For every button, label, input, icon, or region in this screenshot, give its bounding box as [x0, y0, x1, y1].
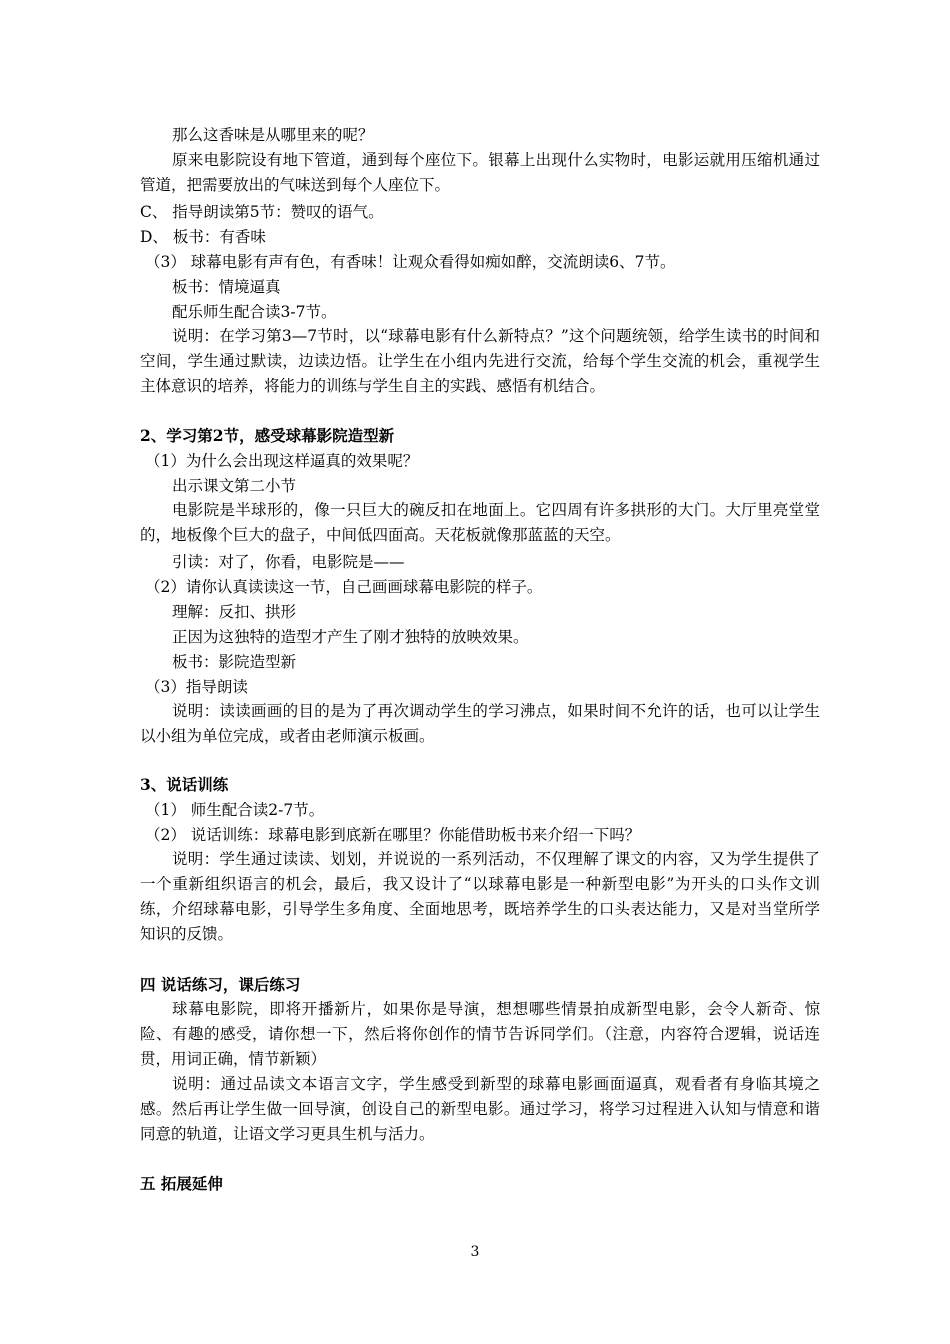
section-heading: 3、说话训练 — [140, 775, 229, 794]
section-heading: 五 拓展延伸 — [140, 1174, 223, 1193]
paragraph: 引读：对了，你看，电影院是—— — [172, 553, 405, 571]
paragraph: C、 指导朗读第5节：赞叹的语气。 — [140, 203, 384, 221]
explanation-paragraph: 说明：读读画画的目的是为了再次调动学生的学习沸点，如果时间不允许的话，也可以让学生以小组为单位完成，或者由老师演示板画。 — [140, 702, 820, 745]
paragraph: 出示课文第二小节 — [172, 477, 297, 495]
paragraph: 板书：影院造型新 — [172, 653, 297, 671]
paragraph: （3）指导朗读 — [145, 678, 248, 696]
paragraph: 正因为这独特的造型才产生了刚才独特的放映效果。 — [172, 628, 529, 646]
explanation-paragraph: 说明：通过品读文本语言文字，学生感受到新型的球幕电影画面逼真，观看者有身临其境之感。然后再让学生做一回导演，创设自己的新型电影。通过学习，将学习过程进入认知与情意和谐同意的轨道，让语文学习更具生机与活力。 — [140, 1075, 820, 1143]
page-number: 3 — [470, 1244, 480, 1260]
paragraph: 那么这香味是从哪里来的呢？ — [172, 126, 374, 144]
paragraph: 配乐师生配合读3-7节。 — [172, 303, 337, 321]
paragraph: （2）请你认真读读这一节，自己画画球幕电影院的样子。 — [145, 578, 543, 596]
paragraph: 球幕电影院，即将开播新片，如果你是导演，想想哪些情景拍成新型电影，会令人新奇、惊险、有趣的感受，请你想一下，然后将你创作的情节告诉同学们。（注意，内容符合逻辑，说话连贯，用词正确，情节新颖） — [140, 1000, 820, 1068]
section-heading: 四 说话练习，课后练习 — [140, 975, 301, 994]
quoted-text-paragraph: 电影院是半球形的，像一只巨大的碗反扣在地面上。它四周有许多拱形的大门。大厅里亮堂堂的，地板像个巨大的盘子，中间低四面高。天花板就像那蓝蓝的天空。 — [140, 501, 820, 544]
paragraph: 原来电影院设有地下管道，通到每个座位下。银幕上出现什么实物时，电影运就用压缩机通过管道，把需要放出的气味送到每个人座位下。 — [140, 151, 820, 194]
paragraph: （2） 说话训练：球幕电影到底新在哪里？你能借助板书来介绍一下吗？ — [145, 826, 641, 844]
section-heading: 2、学习第2节，感受球幕影院造型新 — [140, 426, 395, 445]
paragraph: 理解：反扣、拱形 — [172, 603, 297, 621]
paragraph: （1）为什么会出现这样逼真的效果呢？ — [145, 452, 419, 470]
paragraph: （3） 球幕电影有声有色，有香味！让观众看得如痴如醉，交流朗读6、7节。 — [145, 253, 676, 271]
paragraph: D、 板书：有香味 — [140, 228, 266, 246]
explanation-paragraph: 说明：在学习第3—7节时，以“球幕电影有什么新特点？”这个问题统领，给学生读书的时间和空间，学生通过默读，边读边悟。让学生在小组内先进行交流，给每个学生交流的机会，重视学生主体意识的培养，将能力的训练与学生自主的实践、感悟有机结合。 — [140, 327, 820, 395]
explanation-paragraph: 说明：学生通过读读、划划，并说说的一系列活动，不仅理解了课文的内容，又为学生提供了一个重新组织语言的机会，最后，我又设计了“以球幕电影是一种新型电影”为开头的口头作文训练，介绍球幕电影，引导学生多角度、全面地思考，既培养学生的口头表达能力，又是对当堂所学知识的反馈。 — [140, 850, 820, 943]
paragraph: （1） 师生配合读2-7节。 — [145, 801, 325, 819]
paragraph: 板书：情境逼真 — [172, 278, 281, 296]
